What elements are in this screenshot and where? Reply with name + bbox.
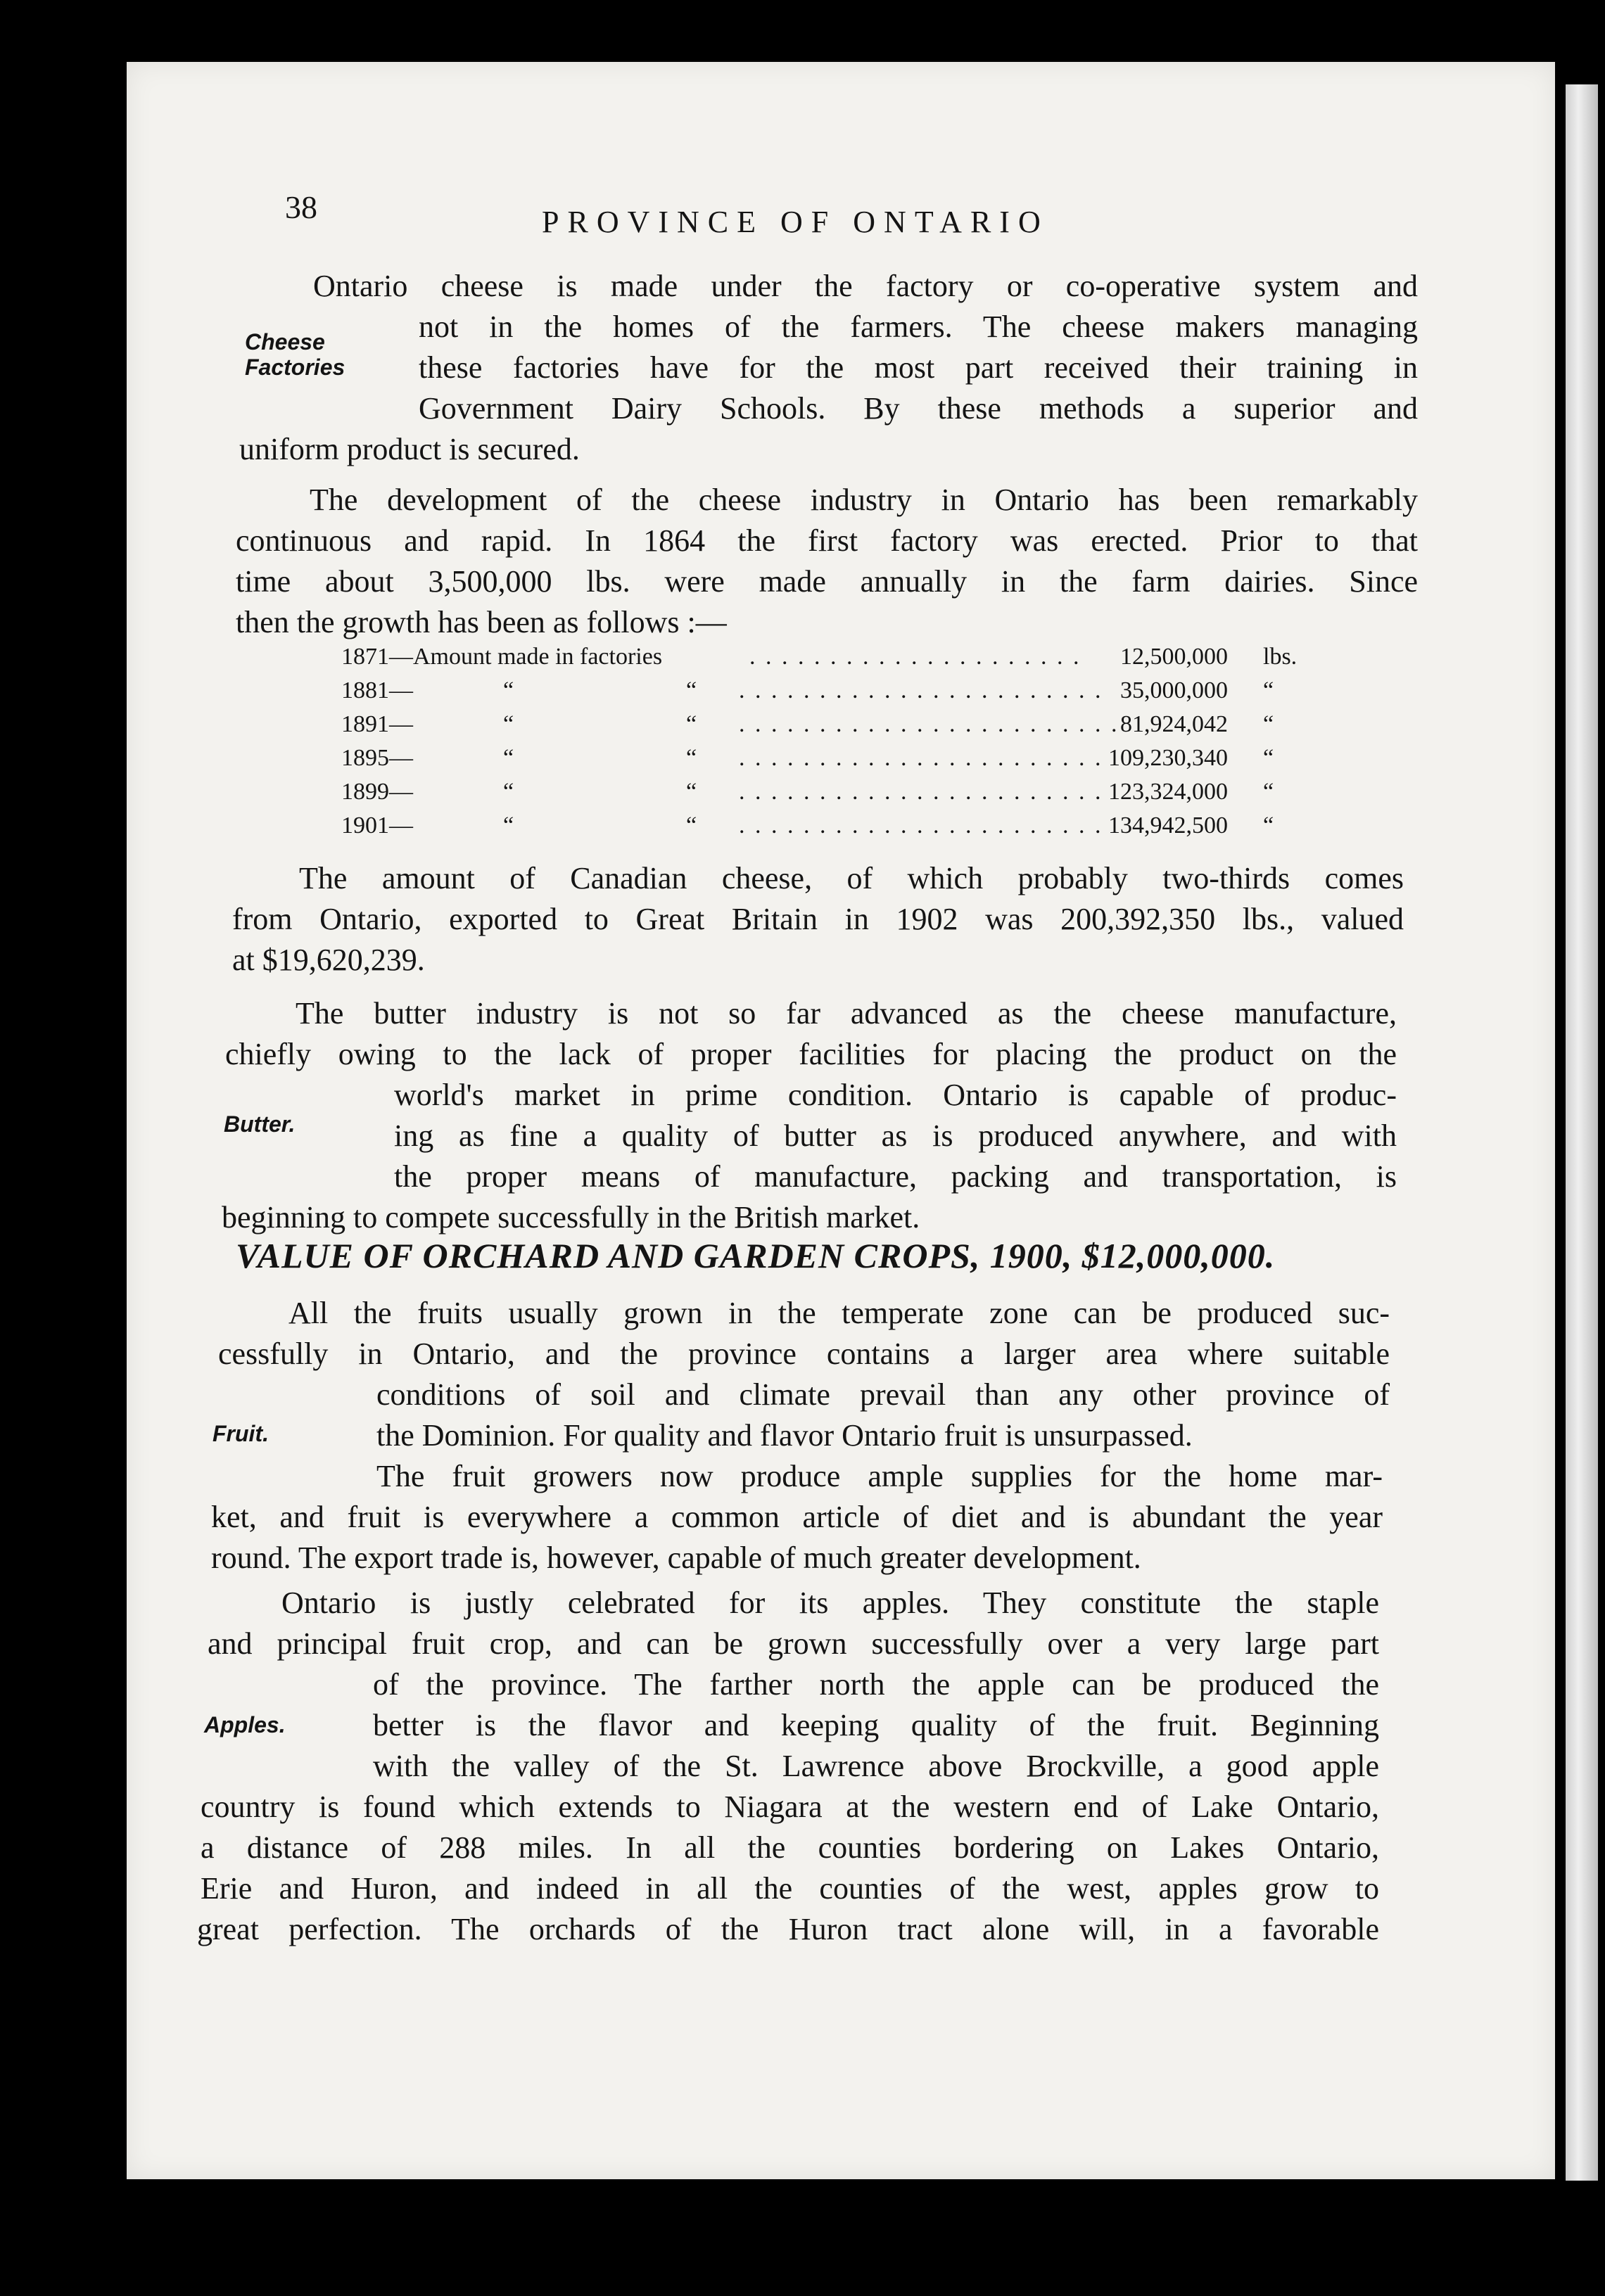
leader-dots: . . . . . . . . . . . . . . . . . . . . . . . .: [739, 711, 1119, 737]
paragraph-cheese-system-line-2: not in the homes of the farmers. The cheese makers managing: [419, 310, 1418, 344]
leader-dots: . . . . . . . . . . . . . . . . . . . . . . .: [739, 745, 1103, 771]
table-value: 134,942,500: [1108, 812, 1228, 838]
table-unit: “: [1263, 711, 1274, 737]
paragraph-butter-line-3: world's market in prime condition. Ontario is capable of produc-: [394, 1078, 1397, 1112]
leader-dots: . . . . . . . . . . . . . . . . . . . . . . .: [739, 779, 1103, 805]
table-row: 1891— “ “ . . . . . . . . . . . . . . . . . . . . . . . . 81,924,042 “: [341, 711, 1274, 737]
table-ditto: “: [686, 812, 697, 838]
paragraph-fruit-intro-line-2: cessfully in Ontario, and the province contains a larger area where suitable: [218, 1337, 1390, 1371]
table-year: 1891: [341, 711, 389, 737]
paragraph-cheese-system-line-3: these factories have for the most part received their training in: [419, 350, 1418, 385]
table-row: 1899— “ “ . . . . . . . . . . . . . . . . . . . . . . . 123,324,000 “: [341, 779, 1274, 805]
paragraph-apples-line-8: Erie and Huron, and indeed in all the counties of the west, apples grow to: [201, 1871, 1379, 1906]
paragraph-fruit-intro-line-1: All the fruits usually grown in the temperate zone can be produced suc-: [288, 1296, 1390, 1330]
paragraph-cheese-export-line-2: from Ontario, exported to Great Britain in 1902 was 200,392,350 lbs., valued: [232, 902, 1404, 936]
table-first-label: —Amount made in factories: [389, 644, 663, 670]
margin-note-fruit: Fruit.: [212, 1421, 269, 1446]
table-unit: “: [1263, 677, 1274, 703]
page-number: 38: [285, 189, 317, 225]
margin-note-cheese-factories: [245, 329, 345, 380]
table-year: 1901: [341, 812, 389, 838]
table-ditto: “: [686, 745, 697, 771]
paragraph-fruit-market-line-1: The fruit growers now produce ample supplies for the home mar-: [376, 1459, 1383, 1493]
paragraph-fruit-intro-line-3: conditions of soil and climate prevail than any other province of: [376, 1377, 1390, 1412]
margin-note-cheese-word-1: Cheese: [245, 329, 325, 355]
paragraph-cheese-system-line-1: Ontario cheese is made under the factory or co-operative system and: [313, 269, 1418, 303]
table-value: 81,924,042: [1120, 711, 1228, 737]
table-ditto: “: [686, 711, 697, 737]
paragraph-cheese-export-line-3: at $19,620,239.: [232, 943, 425, 977]
leader-dots: . . . . . . . . . . . . . . . . . . . . .: [749, 644, 1081, 670]
paragraph-butter-line-4: ing as fine a quality of butter as is produced anywhere, and with: [394, 1118, 1397, 1153]
table-value: 109,230,340: [1108, 745, 1228, 771]
paragraph-cheese-development-line-4: then the growth has been as follows :—: [236, 605, 727, 639]
paragraph-apples-line-7: a distance of 288 miles. In all the counties bordering on Lakes Ontario,: [201, 1830, 1379, 1865]
table-row: 1895— “ “ . . . . . . . . . . . . . . . . . . . . . . . 109,230,340 “: [341, 745, 1274, 771]
paragraph-cheese-system-line-5: uniform product is secured.: [239, 432, 580, 466]
table-year: 1881: [341, 677, 389, 703]
paragraph-apples-line-5: with the valley of the St. Lawrence above Brockville, a good apple: [373, 1749, 1379, 1783]
table-ditto: “: [686, 779, 697, 805]
table-value: 35,000,000: [1120, 677, 1228, 703]
table-ditto: “: [503, 779, 514, 805]
table-ditto: “: [503, 711, 514, 737]
table-ditto: “: [503, 812, 514, 838]
paragraph-butter-line-1: The butter industry is not so far advanced as the cheese manufacture,: [296, 996, 1397, 1031]
paragraph-cheese-export-line-1: The amount of Canadian cheese, of which probably two-thirds comes: [299, 861, 1404, 895]
leader-dots: . . . . . . . . . . . . . . . . . . . . . . .: [739, 812, 1103, 838]
table-ditto: “: [686, 677, 697, 703]
paragraph-apples-line-3: of the province. The farther north the apple can be produced the: [373, 1667, 1379, 1702]
paragraph-cheese-system-line-4: Government Dairy Schools. By these methods a superior and: [419, 391, 1418, 426]
paragraph-butter-line-6: beginning to compete successfully in the British market.: [222, 1200, 920, 1235]
table-unit: “: [1263, 779, 1274, 805]
paragraph-cheese-development-line-1: The development of the cheese industry in Ontario has been remarkably: [310, 483, 1418, 517]
paragraph-fruit-market-line-3: round. The export trade is, however, capable of much greater development.: [211, 1541, 1141, 1575]
table-year: 1899: [341, 779, 389, 805]
paragraph-cheese-development-line-2: continuous and rapid. In 1864 the first factory was erected. Prior to that: [236, 523, 1418, 558]
paragraph-apples-line-1: Ontario is justly celebrated for its apples. They constitute the staple: [281, 1586, 1379, 1620]
leader-dots: . . . . . . . . . . . . . . . . . . . . . . .: [739, 677, 1103, 703]
table-ditto: “: [503, 745, 514, 771]
table-unit: “: [1263, 812, 1274, 838]
next-page-edge: [1566, 84, 1598, 2181]
table-ditto: “: [503, 677, 514, 703]
paragraph-fruit-intro-line-4: the Dominion. For quality and flavor Ontario fruit is unsurpassed.: [376, 1418, 1193, 1453]
table-unit: lbs.: [1263, 644, 1298, 670]
paragraph-butter-line-5: the proper means of manufacture, packing and transportation, is: [394, 1159, 1397, 1194]
paragraph-fruit-market-line-2: ket, and fruit is everywhere a common article of diet and is abundant the year: [211, 1500, 1383, 1534]
table-unit: “: [1263, 745, 1274, 771]
margin-note-apples: Apples.: [204, 1712, 286, 1737]
table-year: 1895: [341, 745, 389, 771]
section-heading: VALUE OF ORCHARD AND GARDEN CROPS, 1900, $12,000,000.: [236, 1236, 1276, 1275]
paragraph-apples-line-4: better is the flavor and keeping quality of the fruit. Beginning: [373, 1708, 1379, 1742]
margin-note-cheese-word-2: Factories: [245, 355, 345, 380]
paragraph-butter-line-2: chiefly owing to the lack of proper facilities for placing the product on the: [225, 1037, 1397, 1071]
table-row: 1901— “ “ . . . . . . . . . . . . . . . . . . . . . . . 134,942,500 “: [341, 812, 1274, 838]
paragraph-apples-line-6: country is found which extends to Niagara at the western end of Lake Ontario,: [201, 1790, 1379, 1824]
table-row: [341, 644, 1326, 677]
table-row: 1881— “ “ . . . . . . . . . . . . . . . . . . . . . . . 35,000,000 “: [341, 677, 1274, 703]
table-year: 1871: [341, 644, 389, 670]
paragraph-cheese-development-line-3: time about 3,500,000 lbs. were made annually in the farm dairies. Since: [236, 564, 1418, 599]
table-value: 12,500,000: [1120, 644, 1228, 670]
table-value: 123,324,000: [1108, 779, 1228, 805]
paragraph-apples-line-9: great perfection. The orchards of the Huron tract alone will, in a favorable: [197, 1912, 1379, 1946]
cheese-production-table: [341, 644, 1326, 855]
paragraph-apples-line-2: and principal fruit crop, and can be grown successfully over a very large part: [208, 1626, 1379, 1661]
margin-note-butter: Butter.: [224, 1111, 296, 1137]
running-title: PROVINCE OF ONTARIO: [542, 205, 1049, 239]
